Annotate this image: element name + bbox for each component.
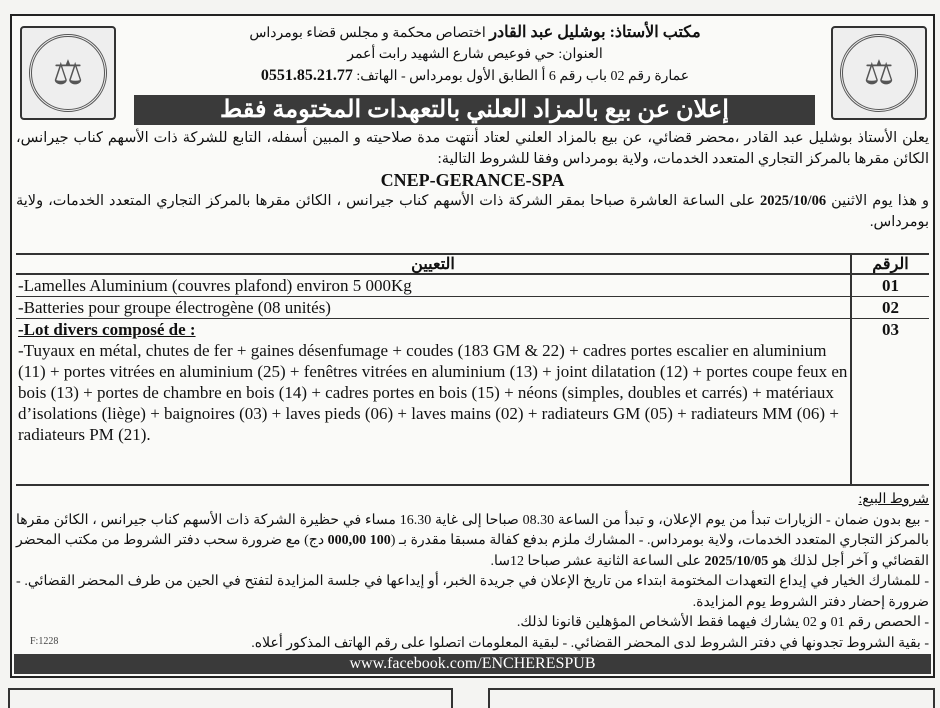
designation-column	[16, 255, 850, 484]
adjacent-ad-box	[8, 688, 453, 708]
lot-number: 03	[882, 320, 899, 339]
date-suffix: على الساعة العاشرة صباحا بمقر الشركة ذات الأسهم كناب جيرانس ، الكائن مقرها بالمركز التجاري المتعدد الخدمات، ولاية بومرداس.	[16, 193, 929, 230]
notice-intro	[16, 128, 929, 233]
condition-text: - بيع بدون ضمان - الزيارات تبدأ من يوم الإعلان، و تبدأ من الساعة 08.30 صباحا إلى غاية 16.30 مساء في حظيرة الشركة ذات الأسهم كناب جيرانس ، الكائن مقرها بالمركز التجاري المتعدد الخدمات، ولاية بومرداس. - المشارك ملزم بدفع كفالة مسبقا مقدرة بـ (	[16, 512, 929, 548]
deposit-amount: 100 000,00	[327, 533, 391, 548]
sale-conditions	[16, 490, 929, 654]
scales-of-justice-logo: ⚖	[831, 26, 927, 120]
number-column	[850, 255, 929, 484]
lot-items: -Tuyaux en métal, chutes de fer + gaines désenfumage + coudes (183 GM & 22) + cadres portes escalier en aluminium (11) + portes vitrées en aluminium (25) + fenêtres vitrées en aluminium (13) + joint dilatation (12) + portes coupe feux en bois (13) + portes de chambre en bois (14) + cadres portes en bois (15) + néons (simples, doubles et carrés) + matériaux d’isolations (liège) + baignoires (03) + laves pieds (06) + laves mains (02) + radiateurs GM (05) + radiateurs MM (06) + radiateurs PM (21).	[18, 341, 848, 444]
office-jurisdiction: اختصاص محكمة و مجلس قضاء بومرداس	[249, 26, 490, 41]
lot-number: 02	[852, 297, 929, 319]
office-phone: 0551.85.21.77	[260, 67, 353, 84]
number-header: الرقم	[852, 255, 929, 275]
deadline-date: 2025/10/05	[704, 553, 769, 569]
office-building: عمارة رقم 02 باب رقم 6 أ الطابق الأول بومرداس - الهاتف:	[352, 69, 690, 84]
office-address: العنوان: حي فوعيص شارع الشهيد رابت أعمر	[347, 47, 603, 62]
auction-notice	[10, 14, 935, 678]
office-name: مكتب الأستاذ: بوشليل عبد القادر	[489, 24, 701, 41]
condition-text: دج) مع ضرورة سحب دفتر الشروط من مكتب المحضر القضائي و آخر أجل لذلك هو	[16, 533, 929, 569]
facebook-url: www.facebook.com/ENCHERESPUB	[14, 654, 931, 674]
condition-text: - بقية الشروط تجدونها في دفتر الشروط لدى المحضر القضائي. - لبقية المعلومات اتصلوا على رقم الهاتف المذكور أعلاه.	[251, 635, 929, 651]
lots-table	[16, 253, 929, 486]
reference-code: F:1228	[30, 636, 59, 647]
condition-text: - الحصص رقم 01 و 02 يشارك فيهما فقط الأشخاص المؤهلين قانونا لذلك.	[516, 615, 929, 630]
condition-text: - للمشارك الخيار في إيداع التعهدات المختومة ابتداء من تاريخ الإعلان في جريدة الخبر، أو إيداعها في جلسة المزايدة لتفتح في الحين من طرف المحضر القضائي. - ضرورة إحضار دفتر الشروط يوم المزايدة.	[16, 574, 929, 610]
lot-designation: -Lamelles Aluminium (couvres plafond) environ 5 000Kg	[16, 275, 850, 297]
company-name: CNEP-GERANCE-SPA	[380, 170, 565, 190]
condition-text: على الساعة الثانية عشر صباحا 12سا.	[490, 553, 705, 569]
notice-title: إعلان عن بيع بالمزاد العلني بالتعهدات المختومة فقط	[134, 95, 815, 125]
date-prefix: و هذا يوم الاثنين	[826, 193, 929, 209]
adjacent-ad-box	[488, 688, 935, 708]
designation-header: التعيين	[16, 255, 850, 275]
lot-designation: -Batteries pour groupe électrogène (08 unités)	[16, 297, 850, 319]
lot-number: 01	[852, 275, 929, 297]
intro-text: يعلن الأستاذ بوشليل عبد القادر ،محضر قضائي، عن بيع بالمزاد العلني لعتاد أنتهت مدة صلاحيته و المبين أسفله، التابع للشركة ذات الأسهم كناب جيرانس، الكائن مقرها بالمركز التجاري المتعدد الخدمات، ولاية بومرداس وفقا للشروط التالية:	[16, 130, 929, 167]
lot-designation	[16, 319, 850, 445]
office-header	[132, 22, 818, 87]
scales-of-justice-logo: ⚖	[20, 26, 116, 120]
lot-heading: -Lot divers composé de :	[18, 320, 196, 339]
conditions-heading: شروط البيع:	[858, 492, 929, 507]
auction-date: 2025/10/06	[760, 193, 827, 209]
